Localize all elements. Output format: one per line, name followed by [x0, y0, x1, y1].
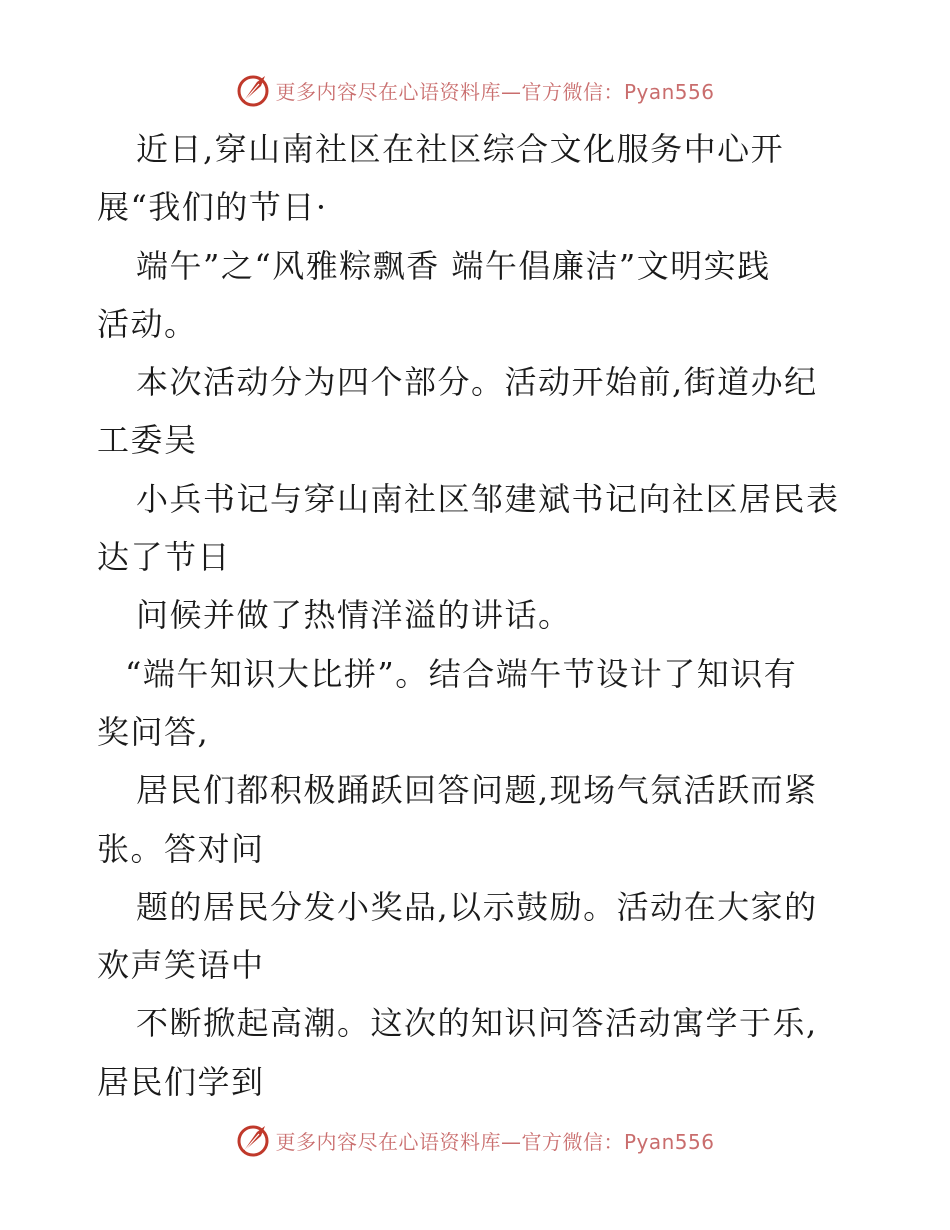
document-body: [97, 120, 877, 1111]
quill-logo-icon: [235, 1122, 271, 1158]
text-line: 小兵书记与穿山南社区邹建斌书记向社区居民表: [136, 479, 840, 518]
header-watermark: [0, 70, 950, 110]
text-line: 不断掀起高潮。这次的知识问答活动寓学于乐,: [136, 1004, 818, 1043]
text-line: 张。答对问: [97, 829, 265, 868]
watermark-text: 更多内容尽在心语资料库—官方微信：Pyan556: [275, 79, 715, 104]
text-line: 达了节日: [97, 538, 232, 577]
watermark-text: 更多内容尽在心语资料库—官方微信：Pyan556: [275, 1129, 715, 1154]
text-line: 本次活动分为四个部分。活动开始前,街道办纪: [136, 363, 818, 402]
quill-logo-icon: [235, 72, 271, 108]
text-line: “端午知识大比拼”。结合端午节设计了知识有: [125, 654, 798, 693]
text-line: 奖问答,: [97, 712, 210, 751]
text-line: 居民们学到: [97, 1062, 265, 1101]
text-line: 欢声笑语中: [97, 946, 265, 985]
text-line: 活动。: [97, 304, 198, 343]
text-line: 工委吴: [97, 421, 198, 460]
text-line: 居民们都积极踊跃回答问题,现场气氛活跃而紧: [136, 771, 818, 810]
text-line: 题的居民分发小奖品,以示鼓励。活动在大家的: [136, 887, 818, 926]
text-line: 端午”之“风雅粽飘香 端午倡廉洁”文明实践: [136, 246, 771, 285]
text-line: 问候并做了热情洋溢的讲话。: [136, 596, 572, 635]
text-line: 近日,穿山南社区在社区综合文化服务中心开: [136, 130, 785, 168]
text-line: 展“我们的节日·: [97, 188, 328, 227]
footer-watermark: [0, 1120, 950, 1160]
